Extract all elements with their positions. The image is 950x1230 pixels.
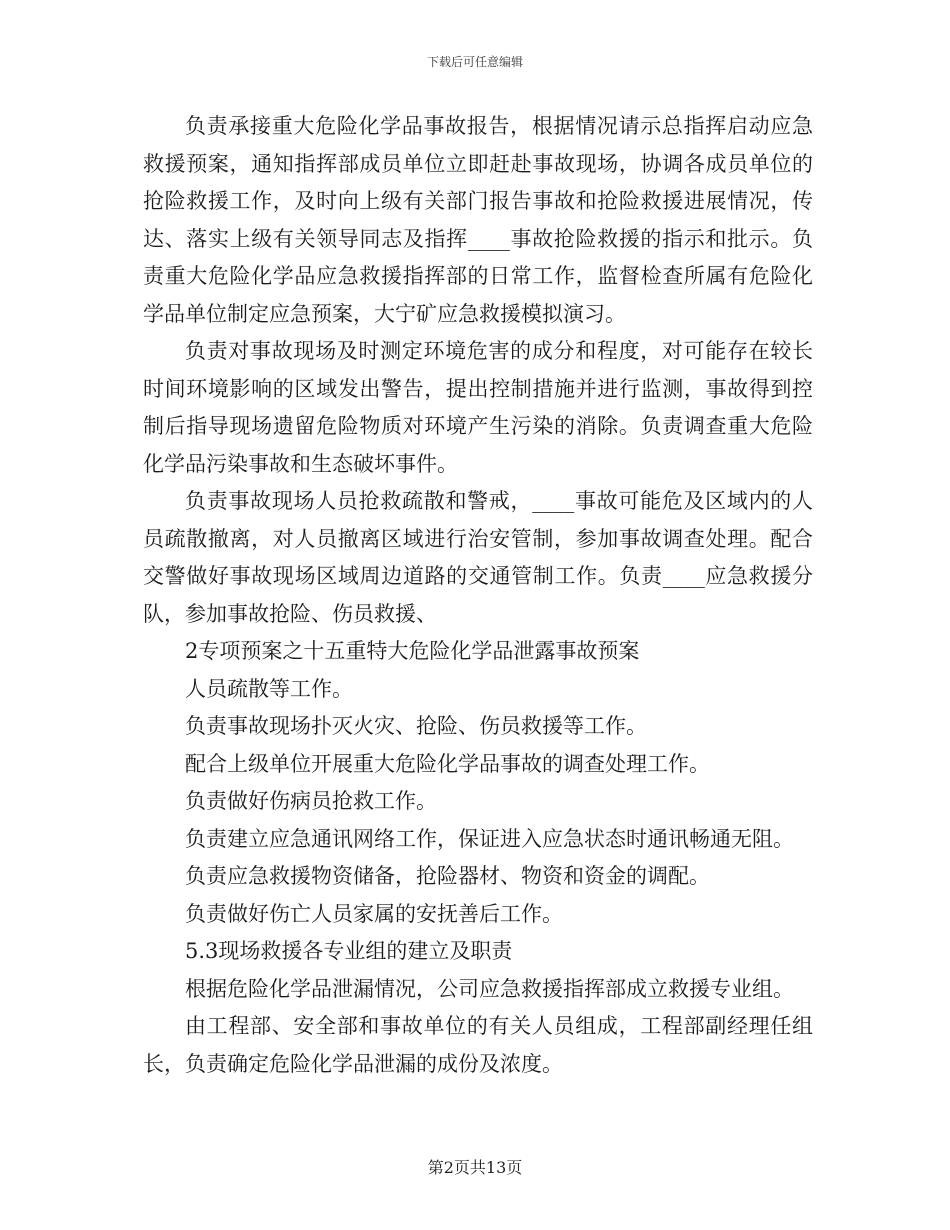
list-item: 负责建立应急通讯网络工作，保证进入应急状态时通讯畅通无阻。 (185, 826, 794, 851)
document-body (143, 108, 813, 1083)
paragraph-team-composition: 由工程部、安全部和事故单位的有关人员组成，工程部副经理任组长，负责确定危险化学品泄漏的成份及浓度。 (143, 1014, 813, 1076)
section-heading: 5.3现场救援各专业组的建立及职责 (185, 939, 513, 963)
list-item: 人员疏散等工作。 (185, 676, 353, 701)
list-item: 根据危险化学品泄漏情况，公司应急救援指挥部成立救援专业组。 (185, 976, 794, 1001)
list-item: 配合上级单位开展重大危险化学品事故的调查处理工作。 (185, 751, 710, 776)
paragraph-environment-duties: 负责对事故现场及时测定环境危害的成分和程度，对可能存在较长时间环境影响的区域发出警告，提出控制措施并进行监测，事故得到控制后指导现场遗留危险物质对环境产生污染的消除。负责调查重大危险化学品污染事故和生态破坏事件。 (143, 339, 813, 476)
paragraph-security-duties: 负责事故现场人员抢救疏散和警戒，____事故可能危及区域内的人员疏散撤离，对人员撤离区域进行治安管制，参加事故调查处理。配合交警做好事故现场区域周边道路的交通管制工作。负责____应急救援分队，参加事故抢险、伤员救援、 (143, 489, 813, 626)
list-item: 负责应急救援物资储备，抢险器材、物资和资金的调配。 (185, 864, 710, 888)
list-item: 负责做好伤病员抢救工作。 (185, 789, 437, 813)
list-item: 负责事故现场扑灭火灾、抢险、伤员救援等工作。 (185, 714, 647, 738)
plan-heading-line: 2专项预案之十五重特大危险化学品泄露事故预案 (185, 639, 640, 663)
list-item: 负责做好伤亡人员家属的安抚善后工作。 (185, 901, 563, 926)
page-header: 下载后可任意编辑 (426, 55, 523, 69)
page-number: 第2页共13页 (427, 1158, 523, 1177)
paragraph-command-duties: 负责承接重大危险化学品事故报告，根据情况请示总指挥启动应急救援预案，通知指挥部成员单位立即赶赴事故现场，协调各成员单位的抢险救援工作，及时向上级有关部门报告事故和抢险救援进展情况，传达、落实上级有关领导同志及指挥____事故抢险救援的指示和批示。负责重大危险化学品应急救援指挥部的日常工作，监督检查所属有危险化学品单位制定应急预案，大宁矿应急救援模拟演习。 (143, 114, 813, 326)
